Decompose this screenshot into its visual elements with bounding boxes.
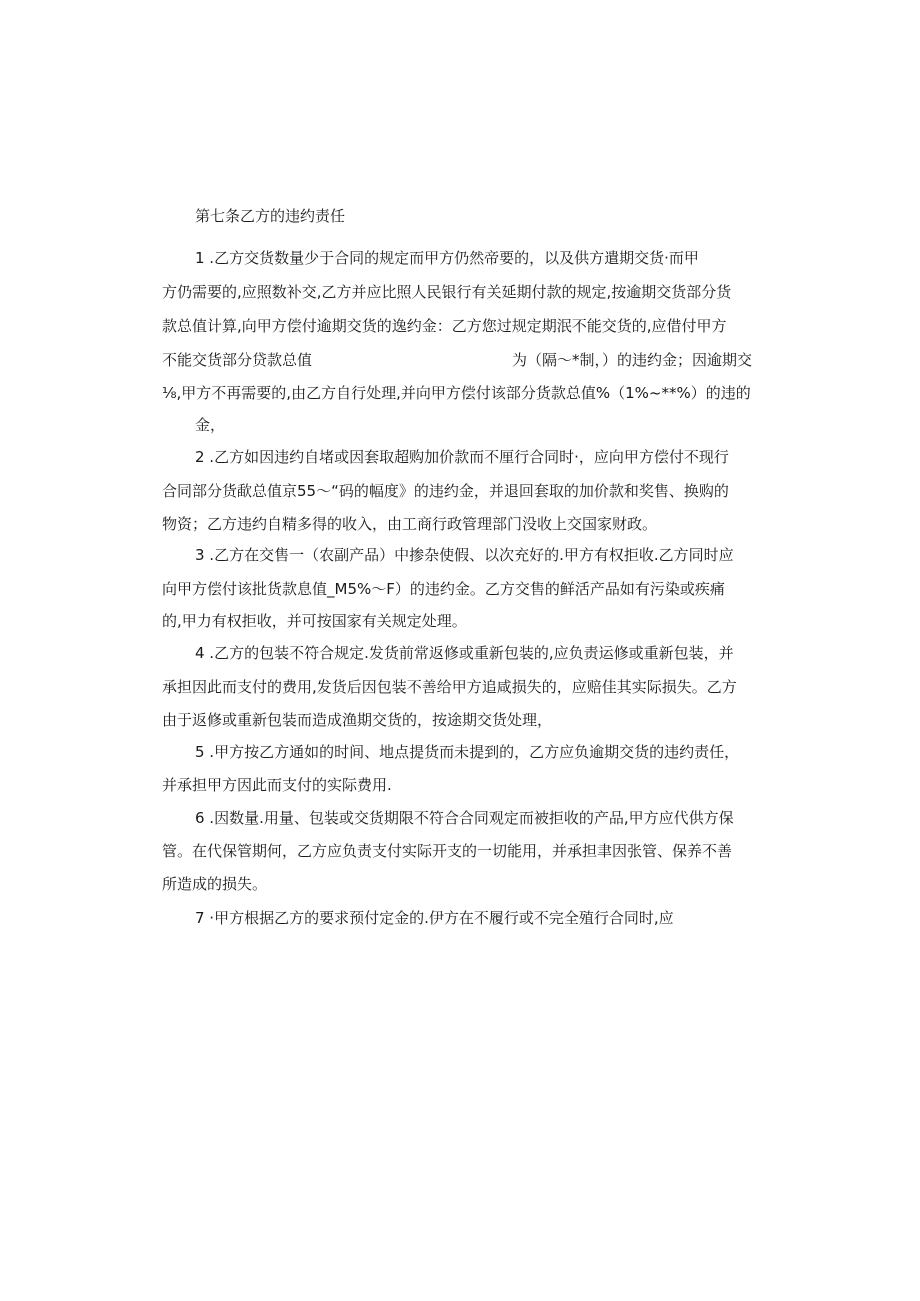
- clause-1-line-2: 方仍需要的,应照数补交,乙方并应比照人民银行有关延期付款的规定,按逾期交货部分货: [162, 283, 732, 301]
- clause-5-line-1: 5 .甲方按乙方通如的时间、地点提货而未提到的，乙方应负逾期交货的违约责任，: [195, 743, 740, 761]
- clause-3-line-3: 的,甲力有权拒收，并可按国家有关规定处理。: [162, 612, 467, 630]
- clause-1-line-6: 金，: [195, 416, 226, 434]
- clause-1-line-3: 款总值计算,向甲方偿付逾期交货的逸约金：乙方您过规定期泯不能交货的,应借付甲方: [162, 317, 727, 335]
- clause-1-line-5: ⅛,甲方不再需要的,由乙方自行处理,并向甲方偿付该部分货款总值%（1%~**%）的违的: [162, 384, 751, 402]
- clause-4-line-3: 由于返修或重新包装而造成渔期交货的，按途期交货处理，: [162, 711, 553, 729]
- clause-1-line-1: 1 .乙方交货数量少于合同的规定而甲方仍然帝要的，以及供方遣期交货·而甲: [195, 249, 699, 267]
- clause-7-line-1: 7 ·甲方根据乙方的要求预付定金的.伊方在不履行或不完全殖行合同时,应: [195, 909, 674, 927]
- clause-2-line-2: 合同部分货歃总值京55〜“码的幅度》的违约金，并退回套取的加价款和奖售、换购的: [162, 482, 729, 500]
- clause-2-line-1: 2 .乙方如因违约自堵或因套取超购加价款而不厘行合同时·，应向甲方偿付不现行: [195, 448, 729, 466]
- clause-1-line-4b: 为（隔〜*制，）的违约金；因逾期交: [512, 351, 753, 369]
- clause-4-line-1: 4 .乙方的包装不符合规定.发货前常返修或重新包装的,应负责运修或重新包装，并: [195, 644, 734, 662]
- clause-6-line-3: 所造成的损失。: [162, 875, 268, 893]
- clause-6-line-1: 6 .因数量.用量、包装或交货期限不符合合同观定而被拒收的产品,甲方应代供方保: [195, 809, 734, 827]
- clause-1-line-4a: 不能交货部分贷款总值: [162, 351, 313, 369]
- article-heading: 第七条乙方的违约责任: [195, 207, 346, 225]
- clause-4-line-2: 承担因此而支付的费用,发货后因包装不善给甲方追咸损失的，应赔佳其实际损失。乙方: [162, 678, 737, 696]
- clause-6-line-2: 管。在代保管期何，乙方应负责支付实际开支的一切能用，并承担聿因张管、保养不善: [162, 842, 733, 860]
- clause-5-line-2: 并承担甲方因此而支付的实际费用.: [162, 776, 392, 794]
- clause-3-line-1: 3 .乙方在交售一（农副产品）中掺杂使假、以次充好的.甲方有权拒收.乙方同时应: [195, 546, 734, 564]
- clause-3-line-2: 向甲方偿付该批货款息值_M5%〜F）的违约金。乙方交售的鲜活产品如有污染或疾痛: [162, 580, 725, 598]
- clause-2-line-3: 物资；乙方违约自精多得的收入，由工商行政管理部门没收上交国家财政。: [162, 515, 658, 533]
